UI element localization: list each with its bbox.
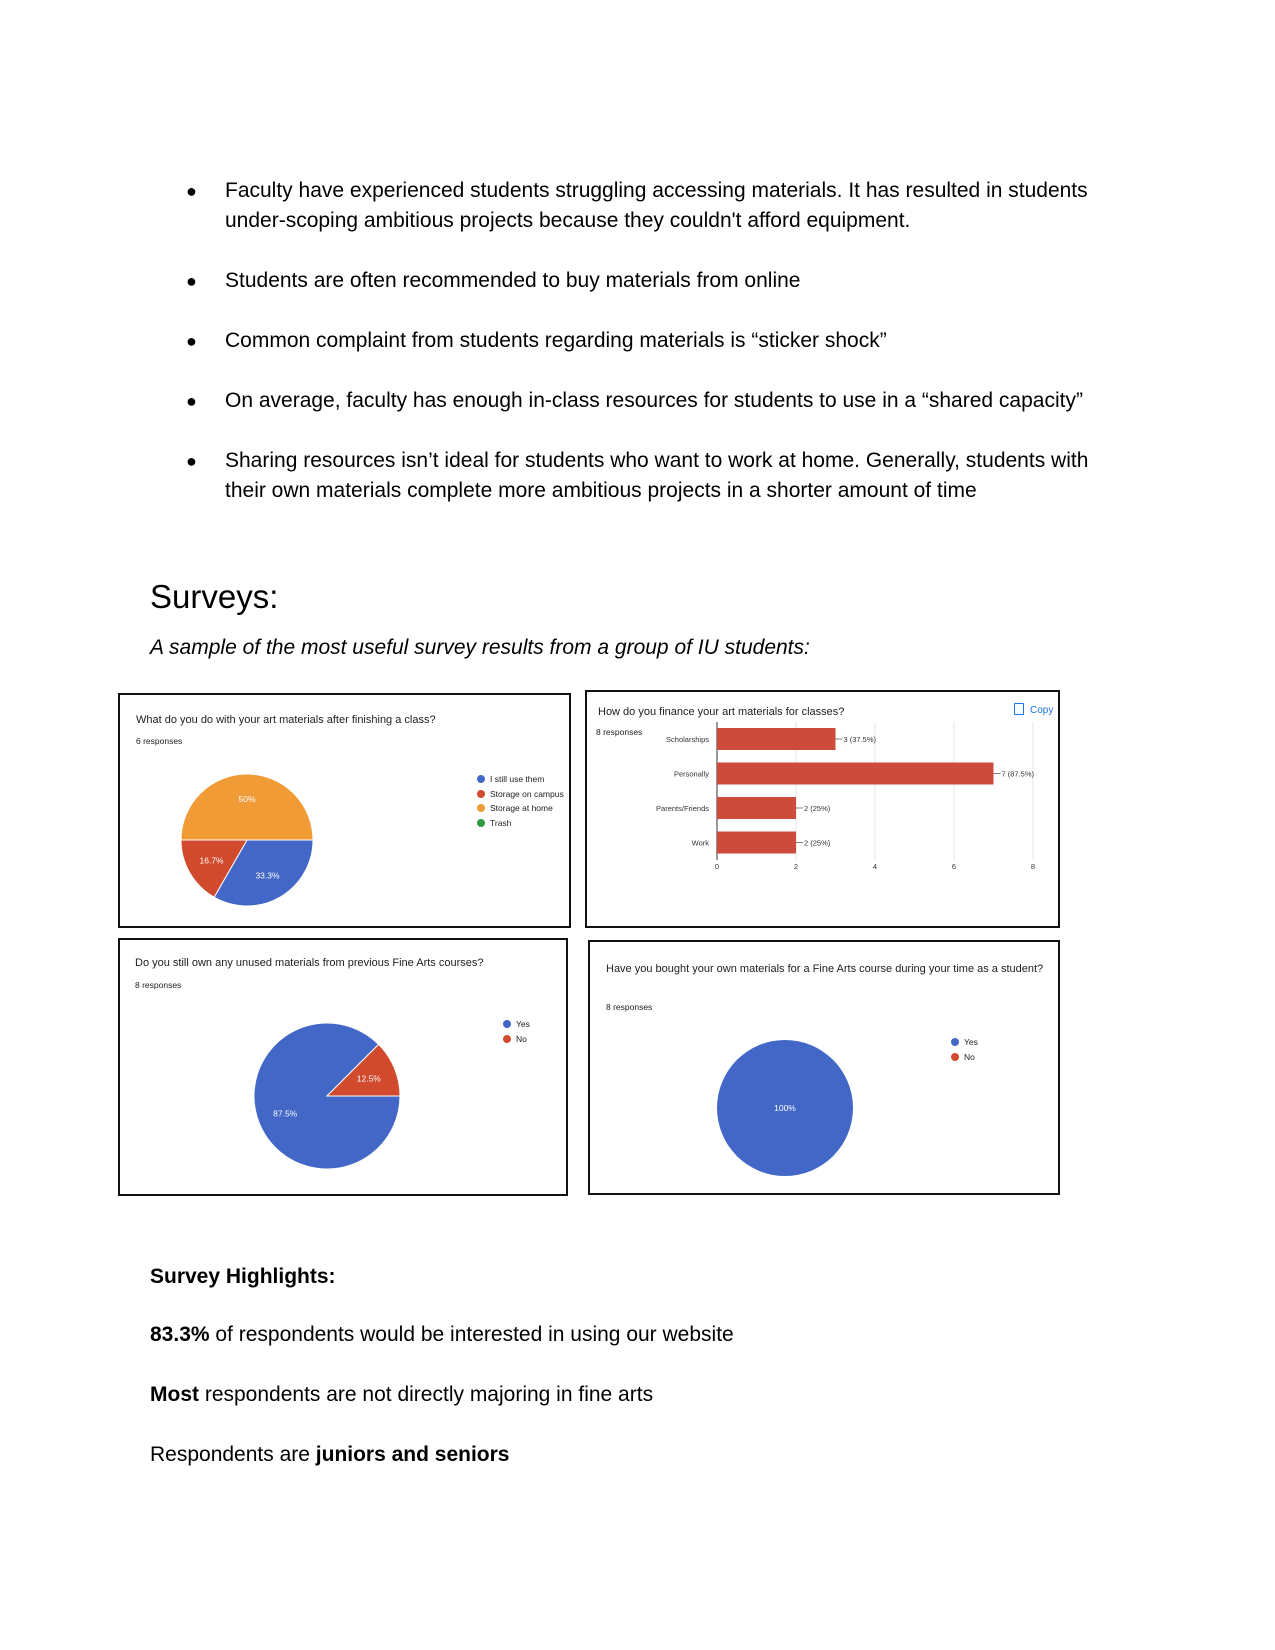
legend-item xyxy=(477,772,564,787)
slice-label: 12.5% xyxy=(356,1073,381,1084)
x-tick-label: 2 xyxy=(793,862,799,871)
pie-slice xyxy=(181,774,313,840)
bullet-item xyxy=(186,326,1126,356)
bar xyxy=(717,797,796,819)
legend-label: Storage at home xyxy=(490,803,553,814)
legend-label: No xyxy=(516,1033,527,1044)
legend-label: No xyxy=(964,1051,975,1062)
response-count: 8 responses xyxy=(606,1002,653,1012)
slice-label: 50% xyxy=(238,794,256,805)
category-label: Parents/Friends xyxy=(656,804,709,813)
highlight-text: respondents are not directly majoring in fine arts xyxy=(199,1383,654,1406)
value-label: 7 (87.5%) xyxy=(1001,769,1035,779)
legend-swatch xyxy=(477,775,485,783)
highlight-bold: juniors and seniors xyxy=(315,1443,510,1466)
bullet-text: Students are often recommended to buy materials from online xyxy=(225,269,801,292)
chart-legend xyxy=(477,772,564,830)
pie-chart xyxy=(590,942,1058,1193)
legend-item xyxy=(477,787,564,802)
legend-swatch xyxy=(503,1035,511,1043)
legend-swatch xyxy=(951,1053,959,1061)
slice-label: 16.7% xyxy=(199,855,224,866)
chart-legend xyxy=(503,1017,530,1046)
response-count: 8 responses xyxy=(596,727,643,737)
findings-list xyxy=(186,176,1126,536)
survey-card-unused-materials xyxy=(118,938,568,1196)
highlight-prefix: Respondents are xyxy=(150,1443,316,1466)
bullet-text: Common complaint from students regarding materials is “sticker shock” xyxy=(225,329,887,352)
legend-label: Yes xyxy=(516,1019,530,1030)
bullet-item xyxy=(186,386,1126,416)
highlight-bold: Most xyxy=(150,1383,199,1406)
chart-legend xyxy=(951,1035,978,1064)
value-label: 2 (25%) xyxy=(804,838,831,848)
legend-label: Storage on campus xyxy=(490,788,564,799)
response-count: 6 responses xyxy=(136,736,183,746)
bar xyxy=(717,763,994,785)
legend-item xyxy=(951,1035,978,1050)
pie-chart xyxy=(120,940,566,1194)
legend-swatch xyxy=(477,804,485,812)
legend-item xyxy=(503,1017,530,1032)
question-title: How do you finance your art materials for classes? xyxy=(598,706,845,718)
legend-label: Yes xyxy=(964,1037,978,1048)
category-label: Personally xyxy=(673,769,709,779)
legend-swatch xyxy=(477,819,485,827)
legend-swatch xyxy=(503,1020,511,1028)
bullet-dot-icon: ● xyxy=(186,271,197,291)
bar xyxy=(717,728,836,750)
question-title: Have you bought your own materials for a Fine Arts course during your time as a student? xyxy=(606,963,1044,975)
legend-swatch xyxy=(951,1038,959,1046)
slice-label: 33.3% xyxy=(255,870,280,881)
copy-label: Copy xyxy=(1030,705,1054,716)
legend-swatch xyxy=(477,790,485,798)
section-subtitle: A sample of the most useful survey results from a group of IU students: xyxy=(150,636,810,659)
highlight-bold: 83.3% xyxy=(150,1323,210,1346)
bullet-dot-icon: ● xyxy=(186,391,197,411)
highlight-line xyxy=(150,1443,510,1467)
legend-item xyxy=(503,1032,530,1047)
legend-label: I still use them xyxy=(490,774,545,785)
category-label: Scholarships xyxy=(666,735,709,744)
highlights-title: Survey Highlights: xyxy=(150,1265,336,1288)
bullet-dot-icon: ● xyxy=(186,181,197,201)
highlight-text: of respondents would be interested in using our website xyxy=(209,1323,734,1346)
bullet-dot-icon: ● xyxy=(186,331,197,351)
section-title: Surveys: xyxy=(150,578,279,615)
bullet-item xyxy=(186,446,1126,506)
bullet-item xyxy=(186,266,1126,296)
legend-label: Trash xyxy=(490,817,512,828)
bullet-text: Faculty have experienced students struggling accessing materials. It has resulted in students under-scoping ambitious projects because they couldn't afford equipment. xyxy=(225,179,1088,232)
slice-label: 100% xyxy=(774,1103,796,1113)
bar-chart xyxy=(587,692,1058,926)
x-tick-label: 6 xyxy=(951,862,957,871)
legend-item xyxy=(477,801,564,816)
response-count: 8 responses xyxy=(135,980,182,990)
question-title: Do you still own any unused materials from previous Fine Arts courses? xyxy=(135,957,484,969)
highlight-line xyxy=(150,1323,734,1347)
x-tick-label: 0 xyxy=(714,862,720,871)
bullet-dot-icon: ● xyxy=(186,451,197,471)
x-tick-label: 8 xyxy=(1030,862,1036,871)
category-label: Work xyxy=(691,838,709,848)
survey-card-bought-materials xyxy=(588,940,1060,1195)
value-label: 2 (25%) xyxy=(804,804,831,813)
bullet-text: On average, faculty has enough in-class resources for students to use in a “shared capacity” xyxy=(225,389,1083,412)
bullet-text: Sharing resources isn’t ideal for students who want to work at home. Generally, students with their own materials complete more ambitious projects in a shorter amount of time xyxy=(225,449,1089,502)
question-title: What do you do with your art materials after finishing a class? xyxy=(136,714,436,726)
x-tick-label: 4 xyxy=(872,862,878,871)
value-label: 3 (37.5%) xyxy=(843,735,877,744)
slice-label: 87.5% xyxy=(273,1108,298,1119)
bar xyxy=(717,832,796,854)
legend-item xyxy=(951,1050,978,1065)
bullet-item xyxy=(186,176,1126,236)
highlight-line xyxy=(150,1383,653,1407)
legend-item xyxy=(477,816,564,831)
survey-card-after-class xyxy=(118,693,571,928)
survey-card-finance xyxy=(585,690,1060,928)
